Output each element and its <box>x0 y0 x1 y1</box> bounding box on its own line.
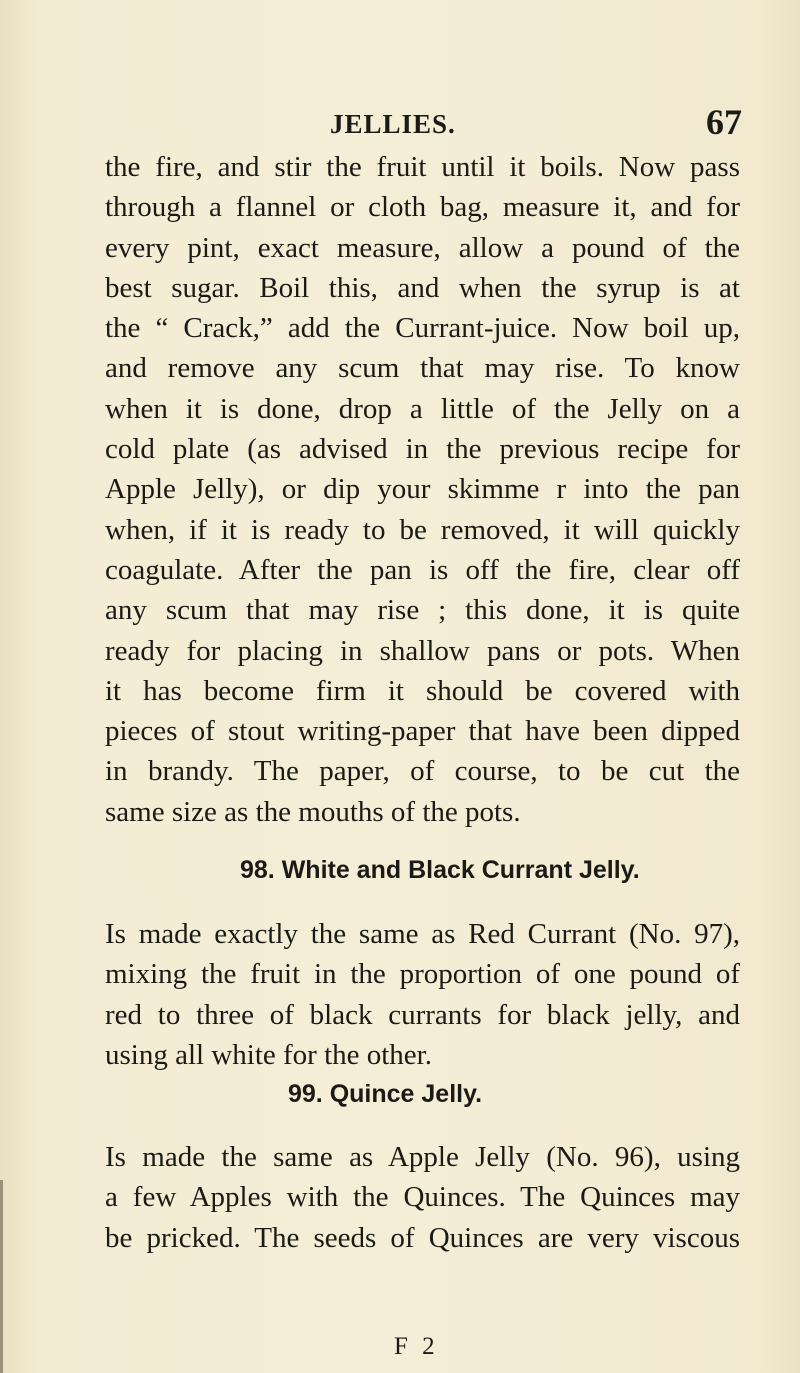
page-edge-shadow <box>0 1180 3 1373</box>
text-line: coagulate. After the pan is off the fire, clear off <box>105 553 740 586</box>
text-line: when it is done, drop a little of the Jelly on a <box>105 392 740 425</box>
running-head-title: JELLIES. <box>330 109 456 139</box>
text-line: ready for placing in shallow pans or pots. When <box>105 634 740 667</box>
text-line: pieces of stout writing-paper that have been dipped <box>105 715 740 748</box>
text-line: red to three of black currants for black jelly, and <box>105 998 740 1031</box>
text-line: Is made exactly the same as Red Currant (No. 97), <box>105 918 740 950</box>
text-line: best sugar. Boil this, and when the syrup is at <box>105 271 740 304</box>
text-line: it has become firm it should be covered with <box>105 674 740 707</box>
text-line: using all white for the other. <box>105 1038 432 1071</box>
text-line: Apple Jelly), or dip your skimme r into the pan <box>105 473 740 506</box>
recipe-99-text <box>105 1137 740 1258</box>
running-head <box>0 101 800 141</box>
signature-mark: F 2 <box>394 1333 439 1360</box>
text-line: and remove any scum that may rise. To know <box>105 352 740 385</box>
text-line: any scum that may rise ; this done, it is quite <box>105 594 740 627</box>
text-line: when, if it is ready to be removed, it will quickly <box>105 513 740 546</box>
recipe-99-heading: 99. Quince Jelly. <box>288 1080 483 1108</box>
text-line: the fire, and stir the fruit until it boils. Now pass <box>105 151 740 183</box>
text-line: mixing the fruit in the proportion of one pound of <box>105 958 740 991</box>
text-line: every pint, exact measure, allow a pound of the <box>105 231 740 264</box>
text-line: the “ Crack,” add the Currant-juice. Now boil up, <box>105 312 740 345</box>
text-line: in brandy. The paper, of course, to be cut the <box>105 755 740 788</box>
recipe-98-heading: 98. White and Black Currant Jelly. <box>240 856 640 884</box>
recipe-98-text <box>105 914 740 1075</box>
text-line: through a flannel or cloth bag, measure it, and for <box>105 191 740 224</box>
text-line: cold plate (as advised in the previous recipe for <box>105 433 740 466</box>
page-number: 67 <box>706 102 742 142</box>
text-line: be pricked. The seeds of Quinces are very viscous <box>105 1221 740 1254</box>
text-line: Is made the same as Apple Jelly (No. 96), using <box>105 1141 740 1173</box>
text-line: same size as the mouths of the pots. <box>105 795 521 828</box>
continued-recipe-text <box>105 147 740 832</box>
text-line: a few Apples with the Quinces. The Quinces may <box>105 1181 740 1214</box>
